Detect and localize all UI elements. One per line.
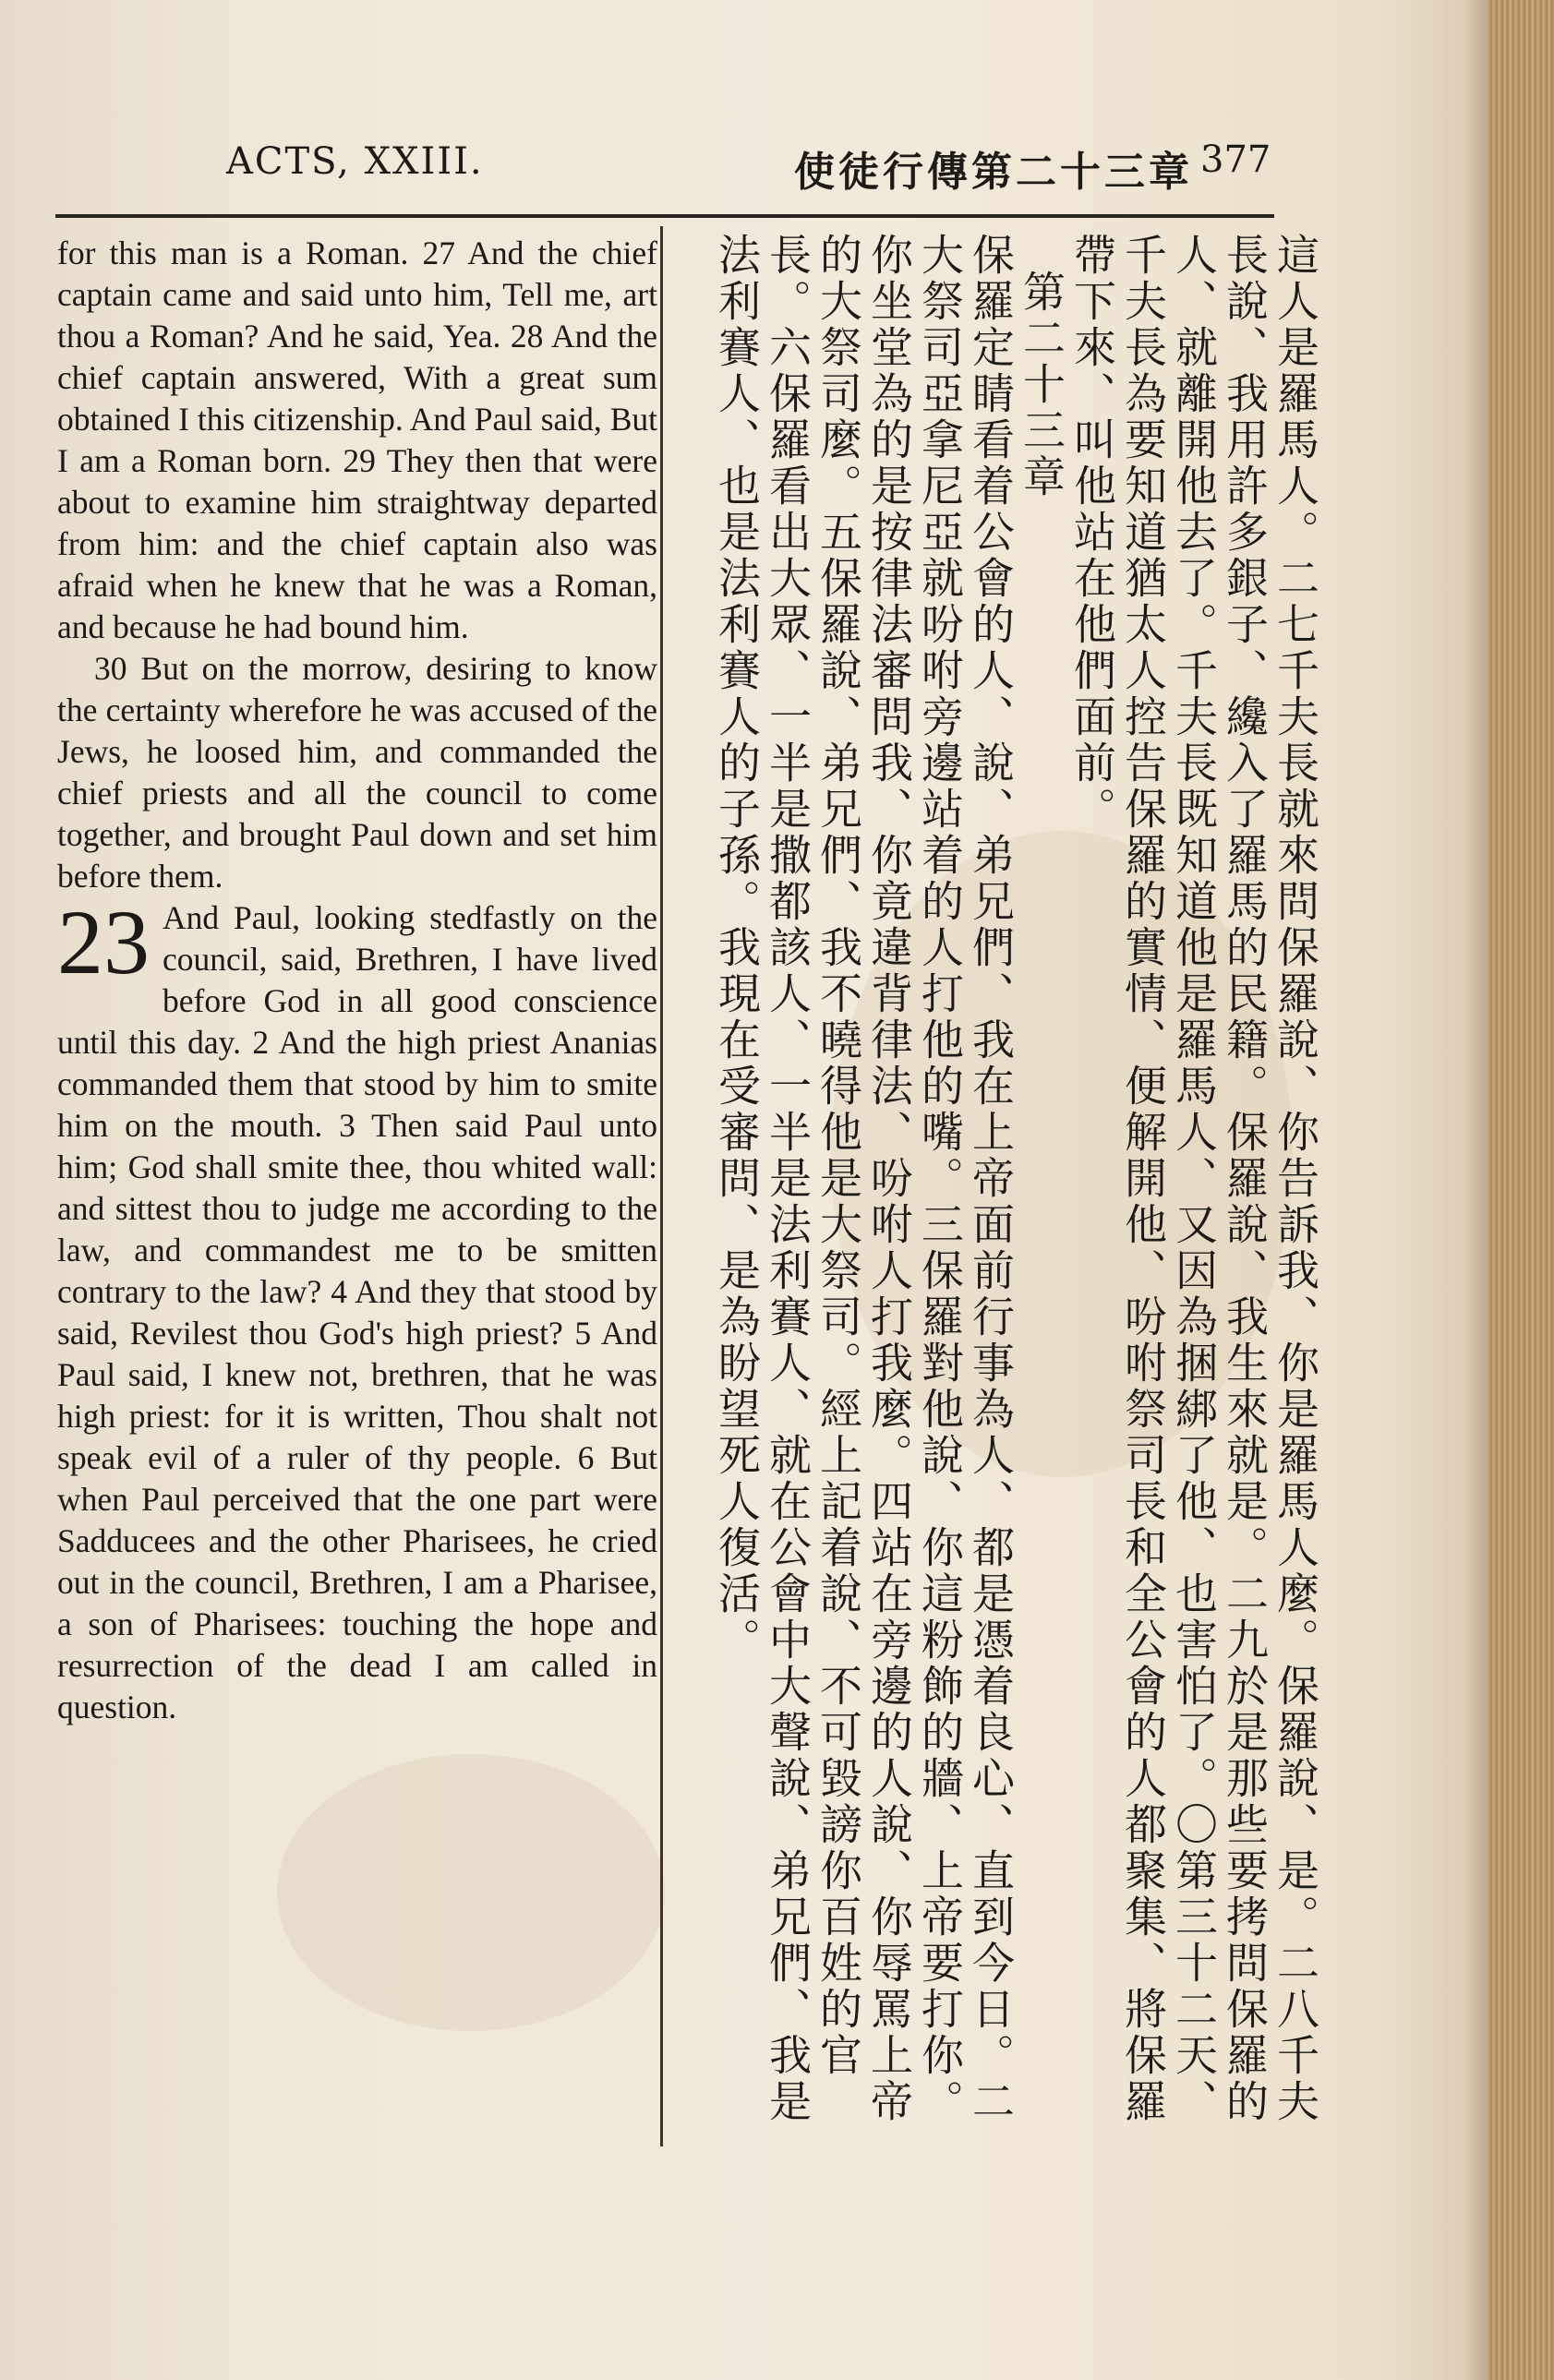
english-paragraph: 30 But on the morrow, desiring to know the certainty wherefore he was accused of the Jews, he loosed him, and commanded the chief priests and all the council to come together, and brought Paul down and set him before them. xyxy=(57,650,657,895)
running-title-chinese: 使徒行傳第二十三章 xyxy=(794,149,1193,196)
english-column xyxy=(57,233,657,1728)
chapter-number-dropcap: 23 xyxy=(57,891,150,993)
column-divider xyxy=(660,226,663,2146)
page-number: 377 xyxy=(1200,138,1271,181)
running-title-english: ACTS, XXIII. xyxy=(226,140,484,183)
chinese-paragraph: 保羅定睛看着公會的人、說、弟兄們、我在上帝面前行事為人、都是憑着良心、直到今日。二大祭司亞拿尼亞就吩咐旁邊站着的人打他的嘴。三保羅對他說、你這粉飾的牆、上帝要打你。你坐堂為的是按律法審問我、你竟違背律法、吩咐人打我麼。四站在旁邊的人說、你辱罵上帝的大祭司麼。五保羅說、弟兄們、我不曉得他是大祭司。經上記着說、不可毀謗你百姓的官長。六保羅看出大眾、一半是撒都該人、一半是法利賽人、就在公會中大聲說、弟兄們、我是法利賽人、也是法利賽人的子孫。我現在受審問、是為盼望死人復活。 xyxy=(712,233,1016,2125)
header-rule xyxy=(55,214,1274,218)
book-page-edges xyxy=(1488,0,1554,2380)
english-paragraph: And Paul, looking stedfastly on the council, said, Brethren, I have lived before God in all good conscience until this day. 2 And the high priest Ananias commanded them that stood by him to smite him on the mouth. 3 Then said Paul unto him; God shall smite thee, thou whited wall: and sittest thou to judge me according to the law, and commandest me to be smitten contrary to the law? 4 And they that stood by said, Revilest thou God's high priest? 5 And Paul said, I knew not, brethren, that he was high priest: for it is written, Thou shalt not speak evil of a ruler of thy people. 6 But when Paul perceived that the one part were Sadducees and the other Pharisees, he cried out in the council, Brethren, I am a Pharisee, a son of Pharisees: touching the hope and resurrection of the dead I am called in question. xyxy=(57,899,657,1725)
paper-stain xyxy=(277,1754,665,2031)
english-chapter-start xyxy=(57,891,657,1728)
chinese-column xyxy=(674,233,1320,2153)
chinese-paragraph: 這人是羅馬人。二七千夫長就來問保羅說、你告訴我、你是羅馬人麼。保羅說、是。二八千夫長說、我用許多銀子、纔入了羅馬的民籍。保羅說、我生來就是。二九於是那些要拷問保羅的人、就離開他去了。千夫長既知道他是羅馬人、又因為捆綁了他、也害怕了。〇第三十二天、千夫長為要知道猶太人控告保羅的實情、便解開他、吩咐祭司長和全公會的人都聚集、將保羅帶下來、叫他站在他們面前。 xyxy=(1067,233,1320,2125)
english-paragraph: for this man is a Roman. 27 And the chief captain came and said unto him, Tell me, art thou a Roman? And he said, Yea. 28 And the chief captain answered, With a great sum obtained I this citizenship. And Paul said, But I am a Roman born. 29 They then that were about to examine him straightway departed from him: and the chief captain also was afraid when he knew that he was a Roman, and because he had bound him. xyxy=(57,234,657,645)
chinese-chapter-heading: 第二十三章 xyxy=(1017,270,1066,500)
